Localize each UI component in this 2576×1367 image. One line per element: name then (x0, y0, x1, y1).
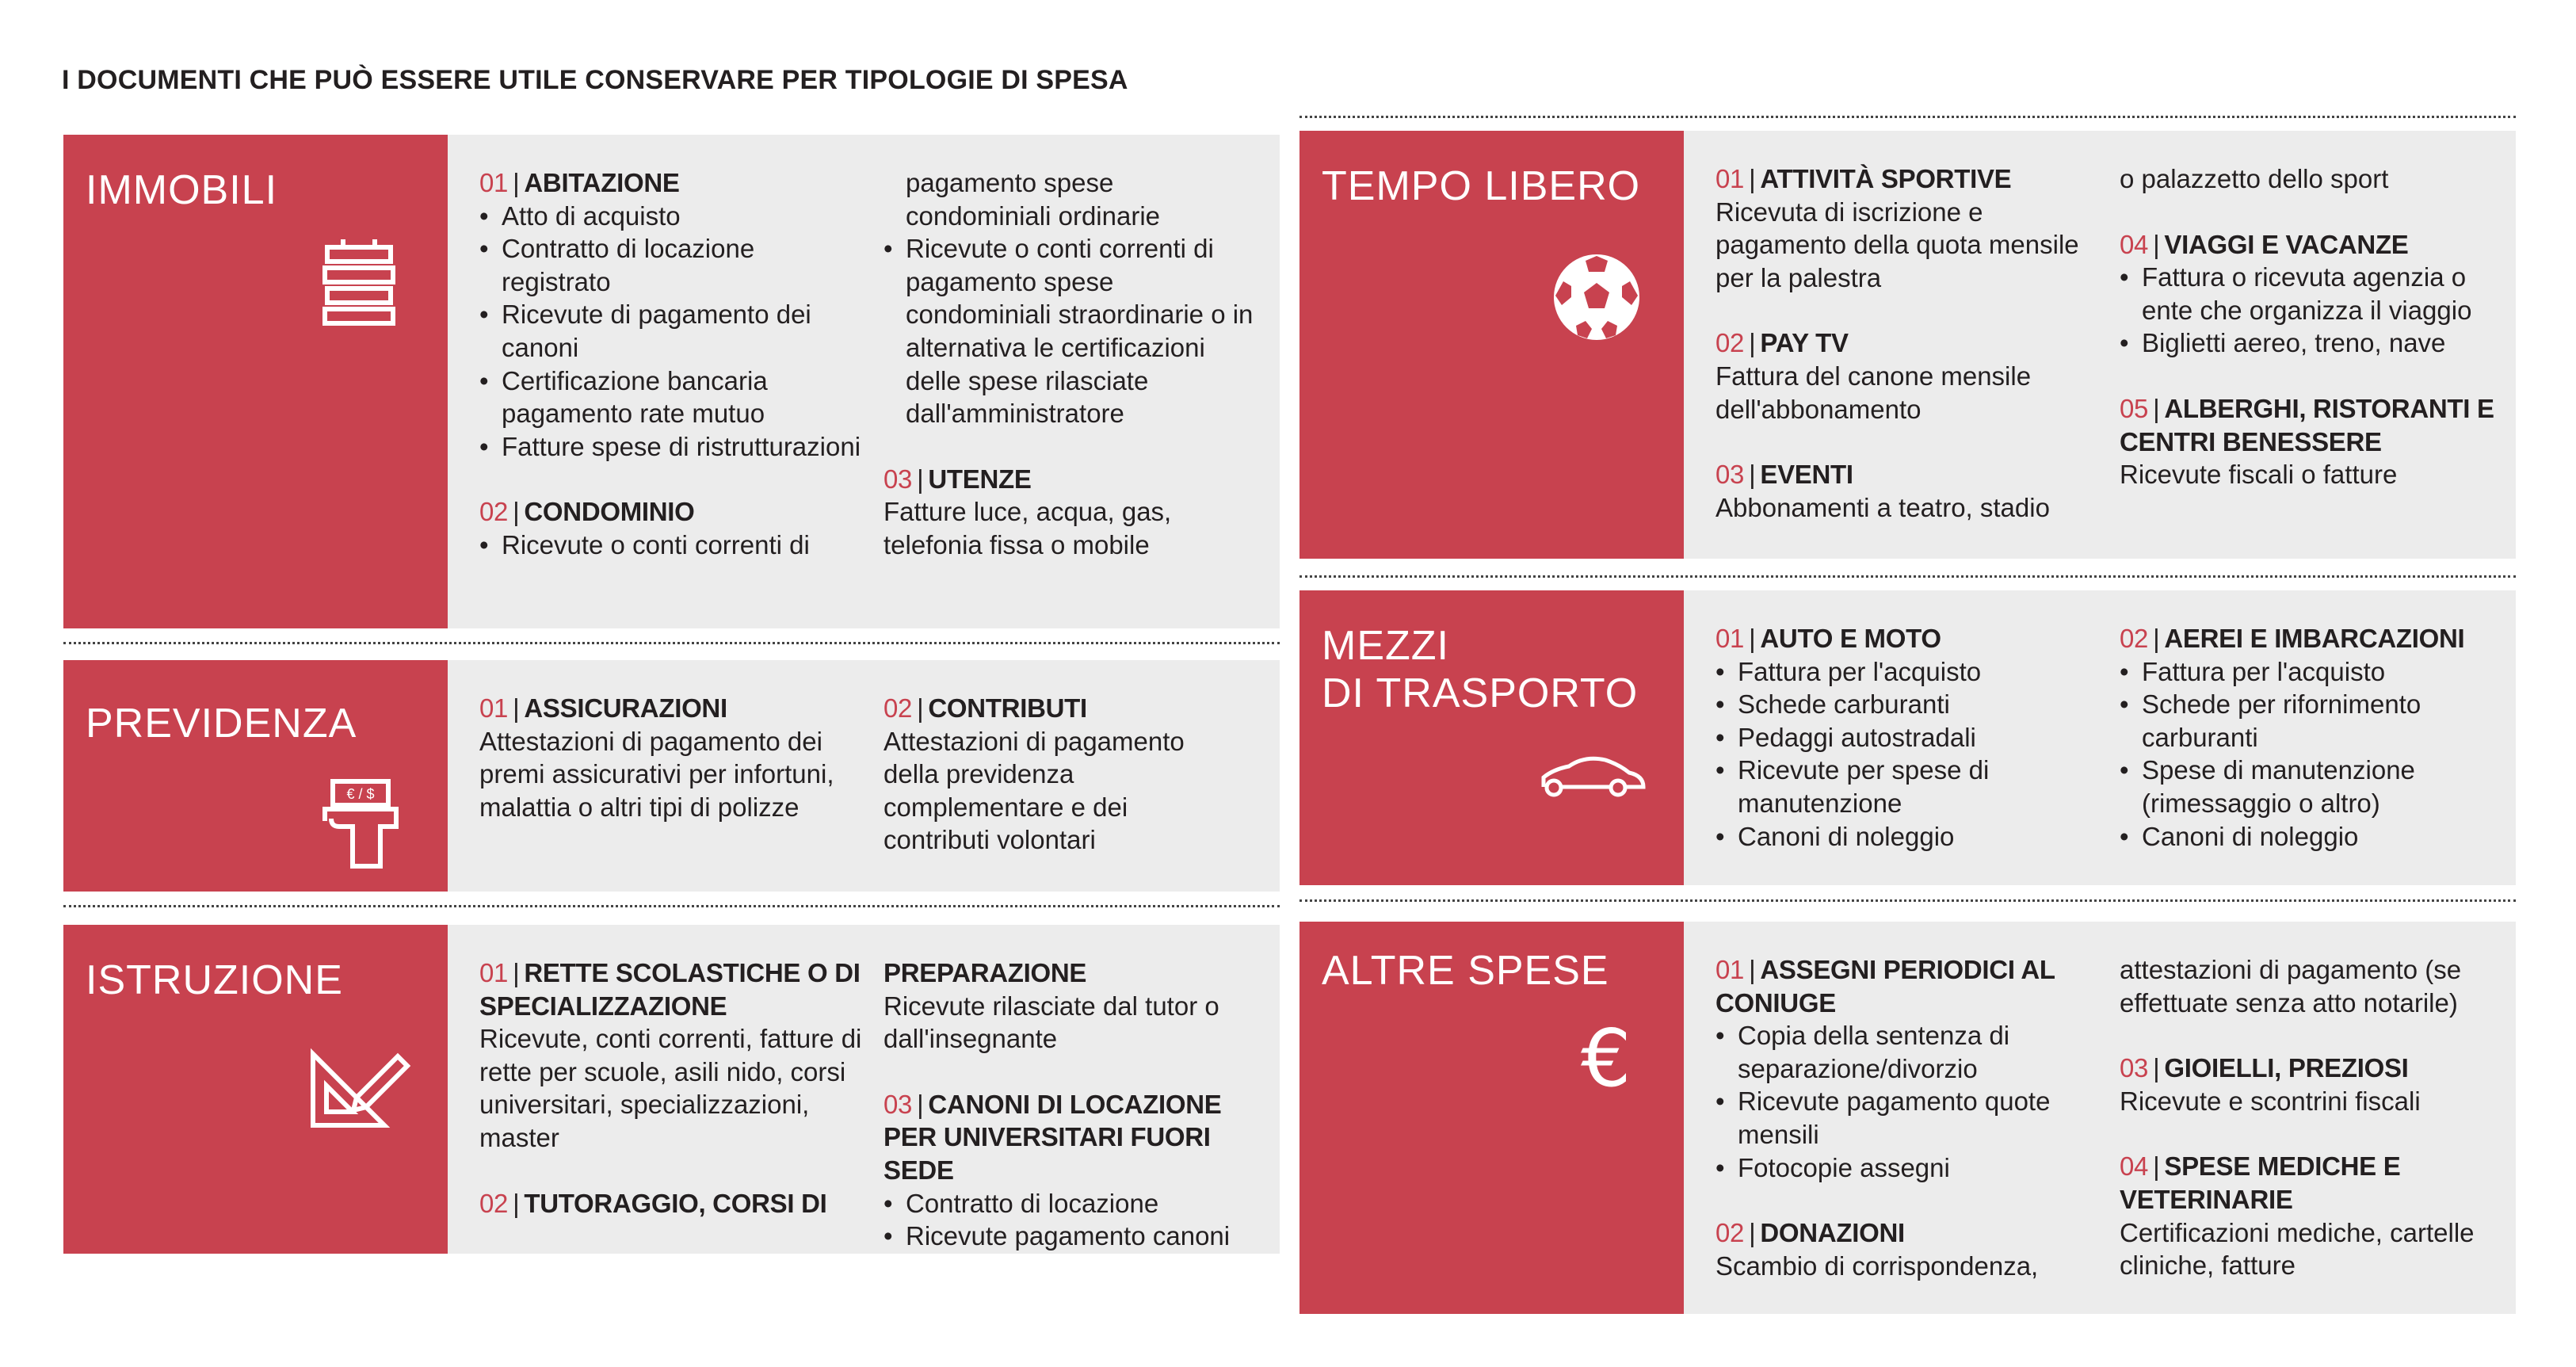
section-number: 02 (1715, 328, 1745, 358)
list-item: • Ricevute per spese di manutenzione (1715, 754, 2104, 819)
list-item: • Copia della sentenza di separazione/divorzio (1715, 1019, 2104, 1085)
section-tutoraggio: 02 | TUTORAGGIO, CORSI DI (479, 1188, 827, 1218)
section-number: 04 (2120, 1151, 2149, 1182)
section-condominio: 02 | CONDOMINIO • Ricevute o conti correnti di (479, 495, 868, 561)
section-number: 03 (883, 1089, 913, 1119)
card-previdenza (63, 660, 1280, 892)
section-text: Ricevute e scontrini fiscali (2120, 1086, 2421, 1116)
list-item: • Ricevute pagamento canoni (883, 1220, 1264, 1253)
section-tutoraggio-cont (883, 957, 1264, 1056)
section-heading: AUTO E MOTO (1760, 624, 1941, 653)
list-item: • Fattura per l'acquisto (2120, 655, 2492, 689)
section-heading: CONTRIBUTI (928, 693, 1087, 723)
divider (1299, 116, 2516, 118)
column-2 (883, 692, 1232, 857)
page-title: I DOCUMENTI CHE PUÒ ESSERE UTILE CONSERVARE PER TIPOLOGIE DI SPESA (62, 65, 1128, 95)
list-item: • Ricevute o conti correnti di pagamento spese condominiali straordinarie o in alternativa le certificazioni delle spese rilasciate dall'amministratore (883, 232, 1264, 430)
column-2 (883, 166, 1264, 562)
section-text: Ricevute, conti correnti, fatture di rette per scuole, asili nido, corsi universitari, specializzazioni, master (479, 1024, 862, 1152)
divider (63, 905, 1280, 907)
section-number: 03 (1715, 460, 1745, 490)
category-title: IMMOBILI (86, 167, 278, 213)
column-1 (1715, 622, 2104, 853)
category-title: ALTRE SPESE (1322, 948, 1609, 994)
section-auto-moto: 01 | AUTO E MOTO • Fattura per l'acquisto • Schede carburanti • Pedaggi autostradali • Ricevute per spese di manutenzione • Canoni di noleggio (1715, 622, 2104, 853)
section-condominio-cont (883, 166, 1264, 430)
list-item: • Canoni di noleggio (2120, 820, 2492, 853)
section-number: 01 (479, 693, 509, 723)
list-item: • Pedaggi autostradali (1715, 721, 2104, 754)
list-item: • Canoni di noleggio (1715, 820, 2104, 853)
column-1 (479, 957, 868, 1220)
list-item: • Fattura o ricevuta agenzia o ente che organizza il viaggio (2120, 261, 2508, 326)
section-attivita-sportive: 01 | ATTIVITÀ SPORTIVE Ricevuta di iscrizione e pagamento della quota mensile per la palestra (1715, 162, 2104, 294)
hand-card-icon (317, 777, 404, 873)
section-number: 01 (479, 958, 509, 987)
section-rette: 01 | RETTE SCOLASTICHE O DI SPECIALIZZAZIONE Ricevute, conti correnti, fatture di rette per scuole, asili nido, corsi universitari, specializzazioni, master (479, 957, 868, 1155)
section-pay-tv: 02 | PAY TV Fattura del canone mensile dell'abbonamento (1715, 326, 2104, 426)
section-heading: ALBERGHI, RISTORANTI E CENTRI BENESSERE (2120, 393, 2494, 456)
section-text: Fatture luce, acqua, gas, telefonia fissa o mobile (883, 497, 1172, 559)
section-eventi-cont (2120, 162, 2508, 196)
list-item: • Contratto di locazione registrato (479, 232, 868, 298)
category-title: PREVIDENZA (86, 701, 357, 747)
section-number: 03 (2120, 1053, 2149, 1083)
car-icon (1537, 749, 1648, 804)
section-text-continued: o palazzetto dello sport (2120, 164, 2389, 193)
section-alberghi: 05 | ALBERGHI, RISTORANTI E CENTRI BENESSERE Ricevute fiscali o fatture (2120, 392, 2508, 491)
section-heading: AEREI E IMBARCAZIONI (2164, 624, 2465, 653)
card-text: € / $ (346, 786, 375, 802)
column-1 (1715, 162, 2104, 524)
section-donazioni: 02 | DONAZIONI Scambio di corrispondenza, (1715, 1216, 2104, 1282)
section-abitazione: 01 | ABITAZIONE • Atto di acquisto • Contratto di locazione registrato • Ricevute di pagamento dei canoni • Certificazione bancaria pagamento rate mutuo • Fatture spese di ristrutturazioni (479, 166, 868, 463)
section-number: 05 (2120, 393, 2149, 423)
list-item: • Schede carburanti (1715, 688, 2104, 721)
category-panel (63, 925, 448, 1254)
section-text: Ricevute rilasciate dal tutor o dall'insegnante (883, 991, 1219, 1054)
section-text: Ricevuta di iscrizione e pagamento della quota mensile per la palestra (1715, 197, 2079, 292)
section-number: 01 (479, 168, 509, 197)
category-panel (1299, 131, 1684, 559)
section-text: Scambio di corrispondenza, (1715, 1251, 2039, 1281)
section-text: Fattura del canone mensile dell'abbonamento (1715, 361, 2032, 424)
list-item: • Fatture spese di ristrutturazioni (479, 430, 868, 464)
section-assicurazioni: 01 | ASSICURAZIONI Attestazioni di pagamento dei premi assicurativi per infortuni, malattia o altri tipi di polizze (479, 692, 868, 823)
list-item: • Spese di manutenzione (rimessaggio o altro) (2120, 754, 2492, 819)
section-contributi: 02 | CONTRIBUTI Attestazioni di pagamento della previdenza complementare e dei contributi volontari (883, 692, 1232, 857)
list-item-continued: pagamento spese condominiali ordinarie (906, 168, 1161, 231)
section-heading: UTENZE (928, 464, 1032, 494)
stacked-documents-icon (315, 238, 403, 333)
section-heading: ASSICURAZIONI (524, 693, 727, 723)
section-text: Certificazioni mediche, cartelle cliniche, fatture (2120, 1217, 2475, 1281)
section-number: 04 (2120, 229, 2149, 259)
list-item: • Biglietti aereo, treno, nave (2120, 326, 2508, 360)
section-spese-mediche: 04 | SPESE MEDICHE E VETERINARIE Certificazioni mediche, cartelle cliniche, fatture (2120, 1150, 2508, 1281)
list-item: • Fotocopie assegni (1715, 1151, 2104, 1185)
category-title: MEZZI DI TRASPORTO (1322, 623, 1639, 716)
column-1 (479, 692, 868, 823)
section-text: Attestazioni di pagamento dei premi assicurativi per infortuni, malattia o altri tipi di polizze (479, 726, 834, 822)
list-item: • Atto di acquisto (479, 200, 868, 233)
euro-icon: € (1581, 1012, 1631, 1105)
section-number: 03 (883, 464, 913, 494)
section-number: 02 (1715, 1218, 1745, 1248)
category-panel (1299, 590, 1684, 885)
section-gioielli: 03 | GIOIELLI, PREZIOSI Ricevute e scontrini fiscali (2120, 1052, 2508, 1117)
list-item: • Fattura per l'acquisto (1715, 655, 2104, 689)
divider (1299, 575, 2516, 578)
card-altre-spese (1299, 922, 2516, 1314)
list-item: • Ricevute pagamento quote mensili (1715, 1085, 2104, 1151)
list-item: • Ricevute o conti correnti di (479, 529, 868, 562)
card-istruzione (63, 925, 1280, 1254)
divider (63, 642, 1280, 644)
category-title: TEMPO LIBERO (1322, 163, 1641, 209)
section-text: Attestazioni di pagamento della previdenza complementare e dei contributi volontari (883, 726, 1185, 855)
section-aerei: 02 | AEREI E IMBARCAZIONI • Fattura per l'acquisto • Schede per rifornimento carburanti • Spese di manutenzione (rimessaggio o altro) • Canoni di noleggio (2120, 622, 2492, 853)
section-number: 01 (1715, 955, 1745, 984)
section-heading: RETTE SCOLASTICHE O DI SPECIALIZZAZIONE (479, 958, 861, 1021)
section-number: 02 (479, 497, 509, 527)
column-2 (2120, 622, 2492, 853)
section-utenze: 03 | UTENZE Fatture luce, acqua, gas, telefonia fissa o mobile (883, 463, 1264, 562)
category-title: ISTRUZIONE (86, 957, 343, 1003)
section-viaggi: 04 | VIAGGI E VACANZE • Fattura o ricevuta agenzia o ente che organizza il viaggio • Biglietti aereo, treno, nave (2120, 228, 2508, 360)
category-panel (63, 135, 448, 628)
card-tempo-libero (1299, 131, 2516, 559)
section-heading: ATTIVITÀ SPORTIVE (1760, 164, 2012, 193)
section-heading-continued: PREPARAZIONE (883, 958, 1087, 987)
section-heading: VIAGGI E VACANZE (2164, 229, 2409, 259)
section-heading: CONDOMINIO (524, 497, 695, 527)
section-donazioni-cont (2120, 953, 2508, 1019)
column-2 (2120, 162, 2508, 491)
section-number: 01 (1715, 164, 1745, 193)
section-heading: DONAZIONI (1760, 1218, 1905, 1248)
section-number: 02 (883, 693, 913, 723)
card-mezzi-trasporto (1299, 590, 2516, 885)
section-heading: ABITAZIONE (524, 168, 680, 197)
section-heading: ASSEGNI PERIODICI AL CONIUGE (1715, 955, 2055, 1018)
card-immobili (63, 135, 1280, 628)
list-item: • Schede per rifornimento carburanti (2120, 688, 2492, 754)
column-1 (1715, 953, 2104, 1282)
section-canoni-locazione: 03 | CANONI DI LOCAZIONE PER UNIVERSITARI FUORI SEDE • Contratto di locazione • Ricevute pagamento canoni (883, 1088, 1264, 1253)
column-2 (883, 957, 1264, 1253)
section-heading: TUTORAGGIO, CORSI DI (524, 1188, 827, 1218)
column-2 (2120, 953, 2508, 1282)
list-item: • Certificazione bancaria pagamento rate mutuo (479, 365, 868, 430)
column-1 (479, 166, 868, 562)
list-item: • Ricevute di pagamento dei canoni (479, 298, 868, 364)
section-text-continued: attestazioni di pagamento (se effettuate senza atto notarile) (2120, 955, 2462, 1018)
list-item: • Contratto di locazione (883, 1187, 1264, 1220)
section-heading: PAY TV (1760, 328, 1849, 358)
section-heading: EVENTI (1760, 460, 1853, 490)
section-heading: CANONI DI LOCAZIONE PER UNIVERSITARI FUORI SEDE (883, 1089, 1222, 1185)
section-heading: GIOIELLI, PREZIOSI (2164, 1053, 2409, 1083)
section-text: Abbonamenti a teatro, stadio (1715, 492, 2050, 522)
section-number: 02 (2120, 624, 2149, 653)
section-eventi: 03 | EVENTI Abbonamenti a teatro, stadio (1715, 458, 2104, 524)
section-text: Ricevute fiscali o fatture (2120, 460, 2398, 490)
section-assegni: 01 | ASSEGNI PERIODICI AL CONIUGE • Copia della sentenza di separazione/divorzio • Ricevute pagamento quote mensili • Fotocopie assegni (1715, 953, 2104, 1184)
category-panel (63, 660, 448, 892)
set-square-pencil-icon (309, 1042, 412, 1129)
category-panel (1299, 922, 1684, 1314)
section-heading: SPESE MEDICHE E VETERINARIE (2120, 1151, 2401, 1214)
divider (1299, 899, 2516, 902)
section-number: 02 (479, 1188, 509, 1218)
soccer-ball-icon (1549, 250, 1644, 345)
section-number: 01 (1715, 624, 1745, 653)
